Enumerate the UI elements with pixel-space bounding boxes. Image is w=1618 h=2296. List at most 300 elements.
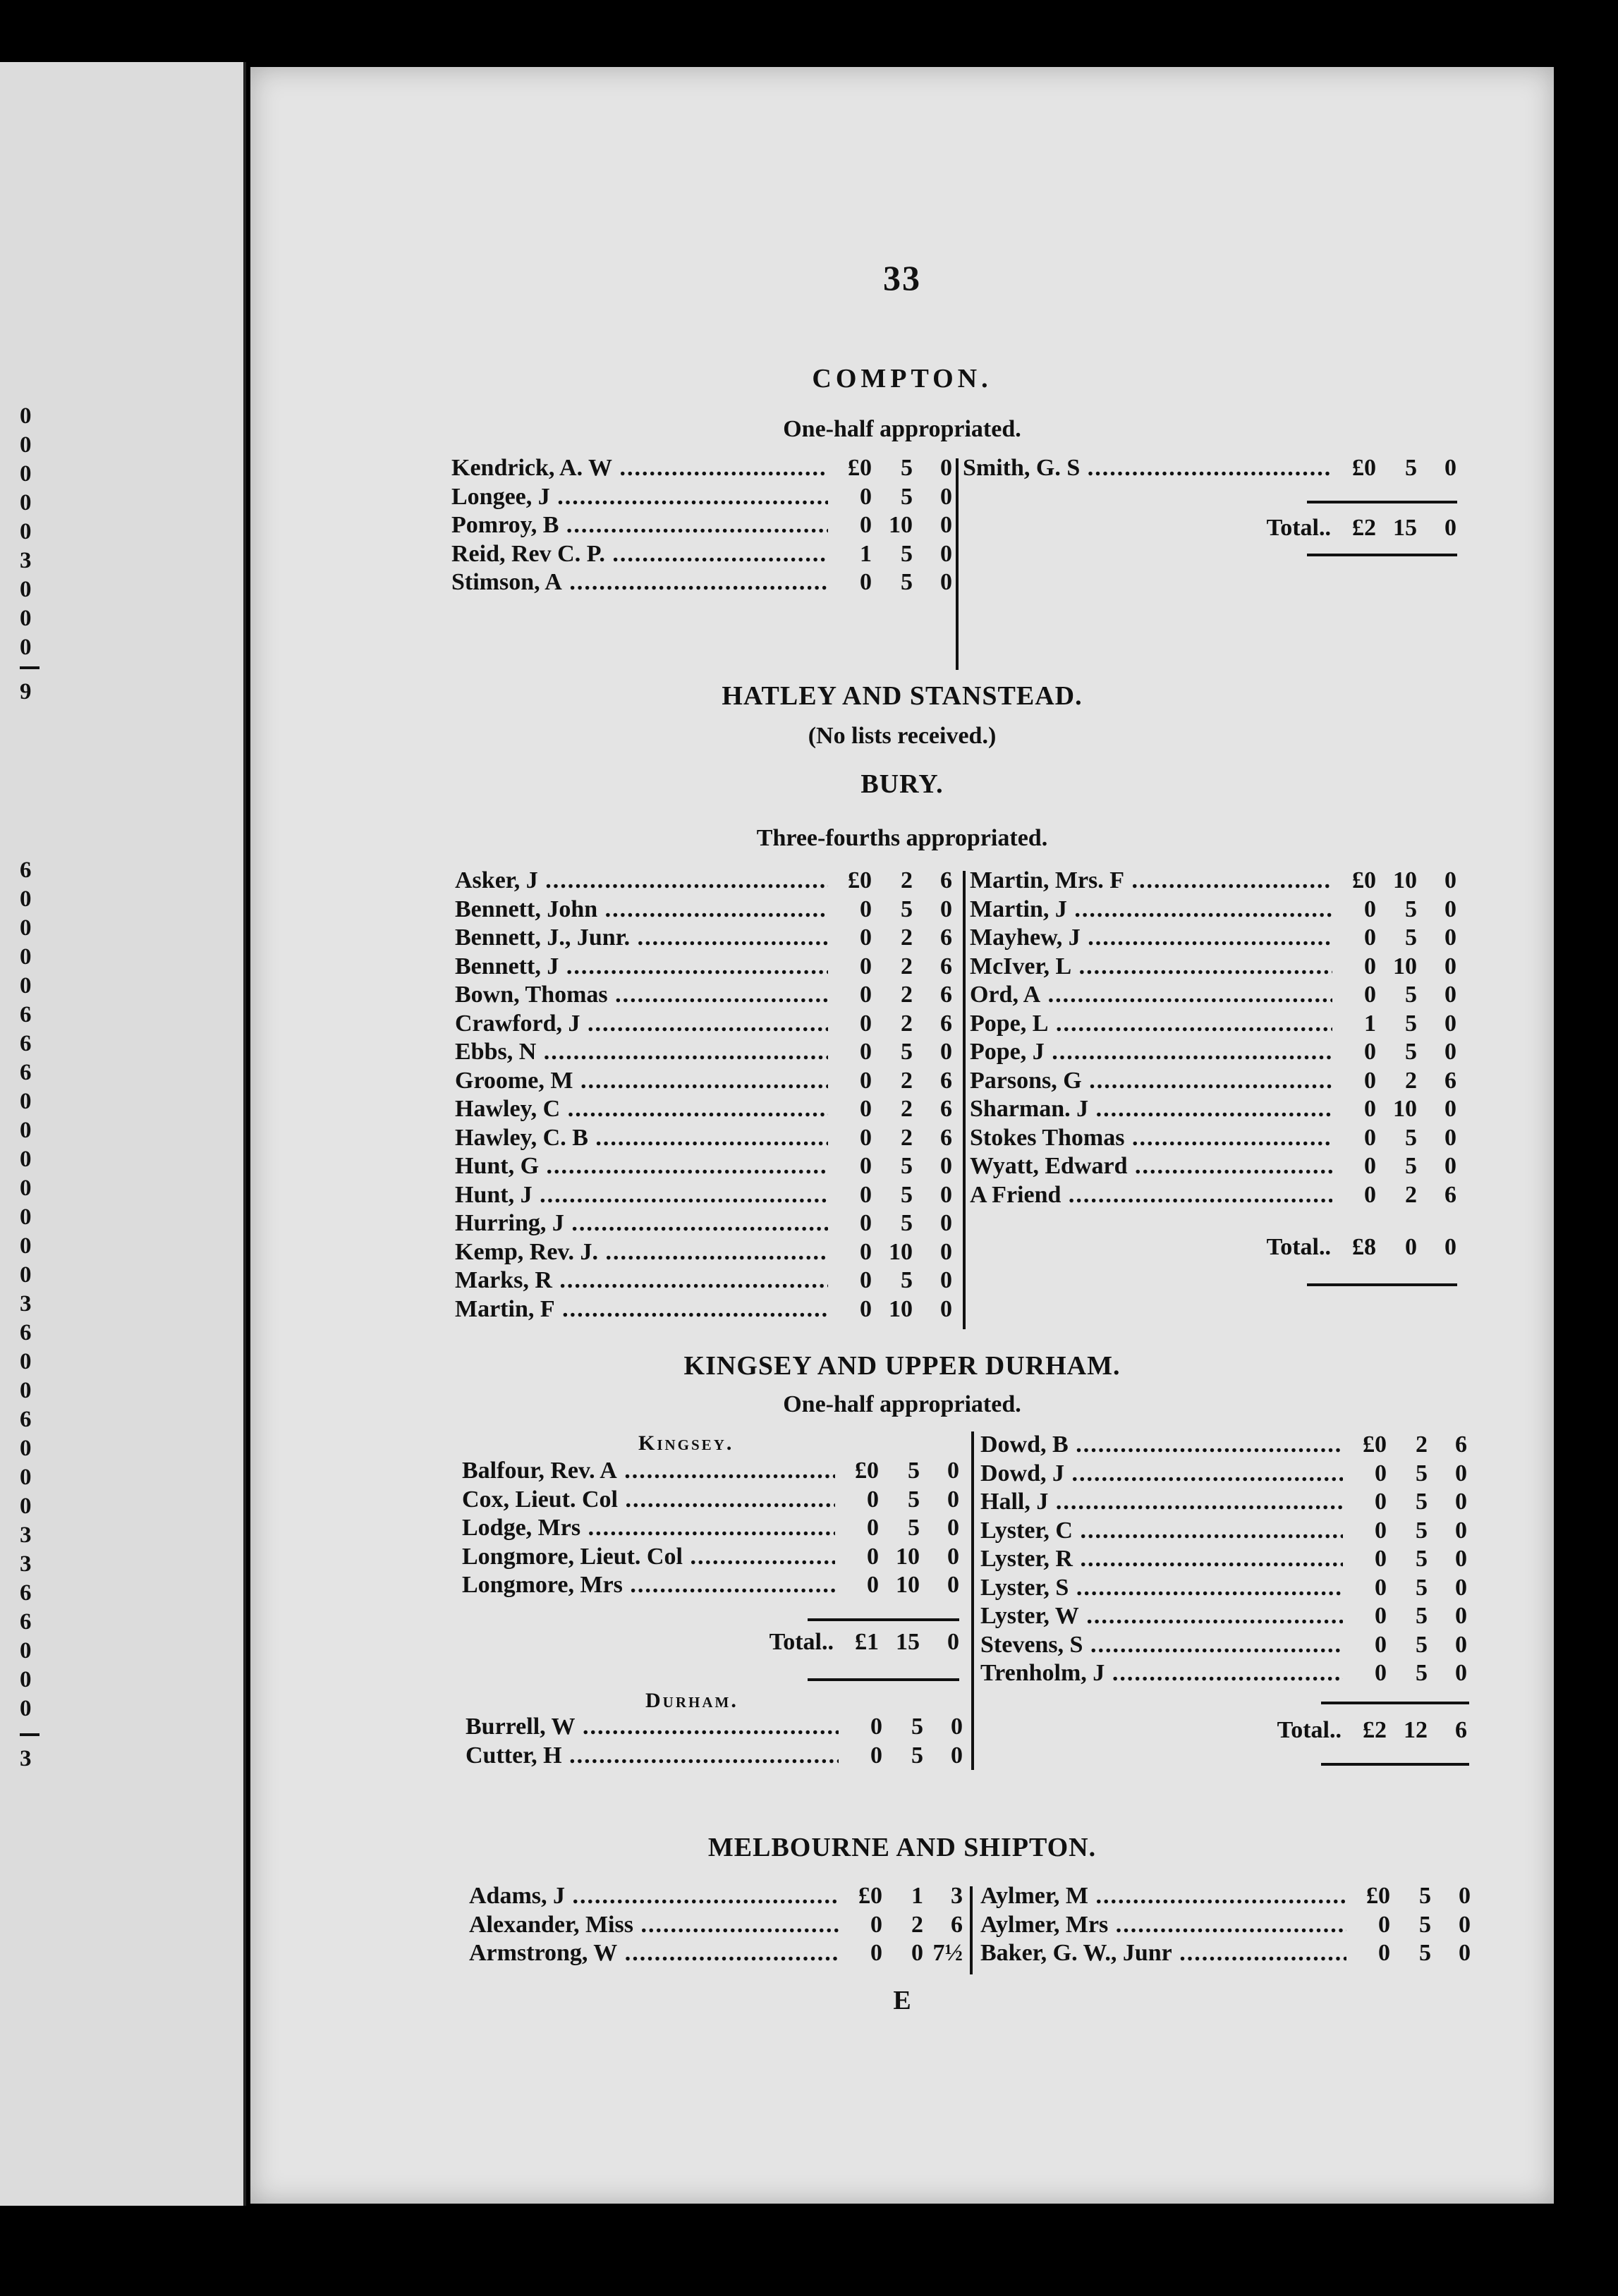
list-item [970,982,1456,1010]
pounds: 0 [1364,896,1376,922]
pounds: £0 [855,1458,879,1484]
section-subtitle-bury: Three-fourths appropriated. [756,825,1048,851]
amount [828,569,952,596]
margin-figure: 0 [20,915,32,941]
amount [1343,1460,1467,1487]
pounds: 0 [860,483,872,510]
amount [1332,1096,1456,1123]
pence: 6 [940,1010,952,1037]
subscriber-name: Groome, M ..... [455,1068,828,1094]
margin-figure: 0 [20,1494,32,1519]
total-rule [1307,501,1457,503]
pounds: 0 [860,1238,872,1265]
subscriber-name: Bennett, John ..... [455,896,828,923]
shillings: 0 [911,1940,923,1966]
pence: 0 [1444,953,1456,979]
list-item [980,1940,1471,1969]
amount [839,1912,963,1938]
list-item [451,541,952,570]
list-item [466,1714,963,1742]
margin-total: 3 [20,1746,32,1771]
amount [839,1883,963,1910]
pounds: 0 [1364,1096,1376,1122]
pence: 6 [940,953,952,979]
pence: 0 [1444,455,1456,481]
pence: 6 [951,1911,963,1938]
list-item [970,1039,1456,1068]
subscriber-name: Cutter, H ..... [466,1742,839,1769]
amount [1332,1153,1456,1180]
pence: 6 [1444,1067,1456,1094]
total-label: Total.. [1277,1717,1342,1743]
margin-figure: 3 [20,1291,32,1317]
binding-holes [176,62,219,2178]
subscriber-name: Sharman. J ..... [970,1096,1332,1123]
shillings: 5 [1416,1489,1428,1515]
pounds: 0 [1375,1546,1387,1572]
pounds: 0 [1375,1460,1387,1486]
list-item [455,1039,952,1068]
shillings: 5 [1405,982,1417,1008]
kingsey-list [462,1458,959,1601]
compton-list-left [451,455,952,598]
list-item [980,1575,1467,1604]
list-item [970,1010,1456,1039]
pence: 0 [940,1153,952,1179]
list-item [451,484,952,513]
compton-list-right [963,455,1456,484]
pounds: 0 [867,1572,879,1598]
subscriber-name: Adams, J ..... [469,1883,839,1910]
margin-figure: 6 [20,1320,32,1345]
subscriber-name: Lyster, R ..... [980,1546,1343,1573]
amount [828,867,952,894]
list-item [970,953,1456,982]
shillings: 5 [1405,896,1417,922]
subscriber-name: Armstrong, W ..... [469,1940,839,1967]
shillings: 2 [1405,1181,1417,1208]
list-item [455,1182,952,1211]
list-item [455,1068,952,1097]
amount [828,1182,952,1209]
section-title-hatley: HATLEY AND STANSTEAD. [722,681,1083,711]
kingsey-list-right [980,1431,1467,1689]
amount [835,1544,959,1570]
subscriber-name: Marks, R ..... [455,1267,828,1294]
subscriber-name: Trenholm, J ..... [980,1660,1343,1687]
amount [828,1210,952,1237]
amount [828,1296,952,1323]
list-item [980,1460,1467,1489]
amount [828,1153,952,1180]
melbourne-list-right [980,1883,1471,1969]
margin-figure: 0 [20,519,32,544]
amount [835,1486,959,1513]
subscriber-name: Ord, A ..... [970,982,1332,1008]
pence: 0 [1444,867,1456,893]
subhead-durham: Durham. [645,1689,738,1712]
pence: 0 [1455,1574,1467,1601]
total-pence: 0 [947,1629,959,1655]
shillings: 2 [901,1067,913,1094]
margin-figure: 6 [20,1407,32,1432]
amount [1332,953,1456,980]
pence: 6 [940,867,952,893]
shillings: 5 [901,483,913,510]
subscriber-name: Stokes Thomas ..... [970,1125,1332,1152]
list-item [455,896,952,925]
list-item [462,1515,959,1544]
margin-rule [20,1733,39,1736]
amount [1332,924,1456,951]
column-divider [970,1886,973,1974]
shillings: 1 [911,1883,923,1909]
pence: 0 [1444,1124,1456,1151]
bury-list-right [970,867,1456,1210]
pence: 0 [951,1714,963,1740]
shillings: 5 [901,540,913,567]
subscriber-name: Martin, Mrs. F ..... [970,867,1332,894]
shillings: 5 [1416,1517,1428,1544]
total-pounds: £2 [1352,515,1376,541]
pounds: £0 [848,867,872,893]
shillings: 5 [1405,1153,1417,1179]
shillings: 5 [911,1742,923,1769]
shillings: 10 [889,1238,913,1265]
margin-figure: 0 [20,1465,32,1490]
total-rule [808,1678,959,1681]
pounds: 0 [1378,1940,1390,1966]
pence: 0 [1444,982,1456,1008]
subscriber-name: Aylmer, Mrs ..... [980,1912,1346,1938]
list-item [980,1660,1467,1689]
page-number: 33 [883,258,921,298]
pounds: 0 [860,1181,872,1208]
list-item [462,1544,959,1573]
amount [835,1458,959,1484]
shillings: 2 [901,953,913,979]
pounds: 0 [860,982,872,1008]
list-item [970,1096,1456,1125]
section-subtitle-kingsey: One-half appropriated. [783,1391,1021,1417]
subscriber-name: Longmore, Mrs ..... [462,1572,835,1599]
subscriber-name: Crawford, J ..... [455,1010,828,1037]
pence: 0 [1455,1631,1467,1658]
amount [835,1572,959,1599]
margin-figure: 0 [20,461,32,487]
pence: 0 [940,1267,952,1293]
list-item [455,1239,952,1268]
margin-figure: 3 [20,1551,32,1577]
shillings: 10 [896,1543,920,1570]
total-pence: 0 [1444,1234,1456,1260]
bury-list-left [455,867,952,1324]
total-rule [1307,1283,1457,1286]
subscriber-name: Parsons, G ..... [970,1068,1332,1094]
shillings: 5 [901,1039,913,1065]
pounds: 0 [1375,1660,1387,1686]
shillings: 5 [1416,1603,1428,1629]
margin-figure: 0 [20,1436,32,1461]
pence: 0 [940,540,952,567]
kingsey-total [533,1629,959,1658]
amount [1343,1489,1467,1515]
pence: 0 [1444,1096,1456,1122]
subscriber-name: Martin, F ..... [455,1296,828,1323]
subscriber-name: Smith, G. S ..... [963,455,1332,482]
pounds: £0 [1352,867,1376,893]
pence: 6 [940,982,952,1008]
pounds: £0 [848,455,872,481]
list-item [462,1572,959,1601]
amount [828,541,952,568]
margin-figure: 3 [20,1522,32,1548]
shillings: 5 [901,896,913,922]
amount [1343,1575,1467,1601]
margin-figure: 0 [20,886,32,912]
melbourne-list-left [469,1883,963,1969]
shillings: 10 [896,1572,920,1598]
pounds: 0 [860,1153,872,1179]
pence: 0 [1455,1603,1467,1629]
amount [828,982,952,1008]
amount [828,896,952,923]
list-item [455,982,952,1010]
shillings: 5 [908,1486,920,1513]
compton-total [1012,515,1456,544]
pence: 0 [940,512,952,538]
total-pence: 0 [1444,515,1456,541]
amount [1332,1068,1456,1094]
pounds: 0 [870,1940,882,1966]
pence: 0 [947,1572,959,1598]
pounds: 0 [867,1543,879,1570]
subscriber-name: Alexander, Miss ..... [469,1912,839,1938]
subscriber-name: Bennett, J., Junr. ..... [455,924,828,951]
subscriber-name: Hawley, C. B ..... [455,1125,828,1152]
list-item [980,1518,1467,1546]
total-shillings: 15 [1393,515,1417,541]
list-item [469,1883,963,1912]
margin-figure: 6 [20,1060,32,1085]
pence: 0 [1455,1489,1467,1515]
margin-figure: 6 [20,1609,32,1635]
pence: 0 [1459,1940,1471,1966]
pounds: £0 [1366,1883,1390,1909]
total-pounds: £8 [1352,1234,1376,1260]
subscriber-name: Dowd, B ..... [980,1431,1343,1458]
pounds: 0 [860,1295,872,1322]
pence: 0 [1459,1911,1471,1938]
pence: 0 [1444,1039,1456,1065]
margin-figure: 0 [20,1378,32,1403]
pounds: 0 [1364,953,1376,979]
margin-figure: 0 [20,1147,32,1172]
total-label: Total.. [1266,515,1331,541]
pounds: 0 [867,1515,879,1541]
pence: 0 [951,1742,963,1769]
shillings: 5 [1405,1124,1417,1151]
pounds: 0 [860,924,872,951]
amount [839,1742,963,1769]
shillings: 5 [1419,1911,1431,1938]
list-item [980,1912,1471,1941]
margin-figure: 0 [20,577,32,602]
subscriber-name: Hawley, C ..... [455,1096,828,1123]
shillings: 2 [901,1096,913,1122]
pence: 0 [940,896,952,922]
margin-figure: 0 [20,432,32,458]
amount [835,1515,959,1541]
subscriber-name: Bown, Thomas ..... [455,982,828,1008]
list-item [469,1912,963,1941]
total-pounds: £1 [855,1629,879,1655]
amount [1343,1546,1467,1573]
list-item [462,1486,959,1515]
previous-page-edge [0,62,246,2206]
pounds: 0 [860,1096,872,1122]
subscriber-name: Baker, G. W., Junr ..... [980,1940,1346,1967]
pence: 0 [940,1295,952,1322]
shillings: 5 [1416,1546,1428,1572]
amount [1332,982,1456,1008]
margin-figure: 0 [20,1176,32,1201]
amount [1332,896,1456,923]
margin-figure: 0 [20,606,32,631]
subscriber-name: Pope, L ..... [970,1010,1332,1037]
pence: 0 [1444,1153,1456,1179]
shillings: 5 [911,1714,923,1740]
list-item [466,1742,963,1771]
subscriber-name: Kendrick, A. W ..... [451,455,828,482]
pounds: 0 [1375,1603,1387,1629]
list-item [455,867,952,896]
pounds: 0 [1364,982,1376,1008]
list-item [451,569,952,598]
pence: 6 [940,1124,952,1151]
pounds: 0 [860,896,872,922]
subscriber-name: Aylmer, M ..... [980,1883,1346,1910]
column-divider [971,1431,974,1770]
pounds: 0 [860,1267,872,1293]
amount [839,1714,963,1740]
pence: 0 [947,1515,959,1541]
subscriber-name: Hall, J ..... [980,1489,1343,1515]
shillings: 5 [1405,1010,1417,1037]
bury-total [1012,1234,1456,1263]
shillings: 5 [1419,1883,1431,1909]
pounds: 0 [1364,1153,1376,1179]
pounds: 0 [870,1742,882,1769]
list-item [963,455,1456,484]
shillings: 10 [1393,1096,1417,1122]
shillings: 5 [908,1458,920,1484]
section-title-kingsey: KINGSEY AND UPPER DURHAM. [683,1351,1121,1381]
subscriber-name: Hunt, G ..... [455,1153,828,1180]
amount [1332,1010,1456,1037]
amount [828,512,952,539]
amount [1343,1660,1467,1687]
shillings: 5 [1416,1460,1428,1486]
column-divider [956,458,959,670]
amount [1346,1912,1471,1938]
list-item [455,924,952,953]
subscriber-name: Dowd, J ..... [980,1460,1343,1487]
margin-figure: 0 [20,1089,32,1114]
section-subtitle-hatley: (No lists received.) [808,723,997,749]
list-item [462,1458,959,1486]
pence: 0 [1455,1546,1467,1572]
pounds: 0 [860,953,872,979]
total-shillings: 0 [1405,1234,1417,1260]
subscriber-name: McIver, L ..... [970,953,1332,980]
subscriber-name: Stevens, S ..... [980,1632,1343,1659]
pounds: 0 [860,569,872,595]
list-item [970,1182,1456,1211]
shillings: 5 [901,1267,913,1293]
pence: 6 [1444,1181,1456,1208]
shillings: 2 [901,867,913,893]
shillings: 5 [1416,1660,1428,1686]
margin-figure: 0 [20,1349,32,1374]
list-item [469,1940,963,1969]
shillings: 10 [889,1295,913,1322]
pounds: 0 [1364,1039,1376,1065]
shillings: 5 [1419,1940,1431,1966]
pence: 6 [940,924,952,951]
shillings: 5 [1405,1039,1417,1065]
previous-page-figures [20,402,48,1773]
margin-figure: 0 [20,635,32,660]
total-label: Total.. [769,1629,834,1655]
list-item [970,867,1456,896]
margin-figure: 0 [20,1204,32,1230]
pence: 0 [1455,1460,1467,1486]
pence: 0 [1455,1660,1467,1686]
section-title-melbourne: MELBOURNE AND SHIPTON. [707,1833,1097,1862]
margin-total: 9 [20,679,32,704]
list-item [970,1068,1456,1097]
subscriber-name: Lodge, Mrs ..... [462,1515,835,1541]
shillings: 5 [901,1210,913,1236]
pence: 0 [940,455,952,481]
shillings: 5 [1416,1631,1428,1658]
subscriber-name: Bennett, J ..... [455,953,828,980]
section-title-bury: BURY. [860,769,944,799]
list-item [970,896,1456,925]
pounds: 1 [1364,1010,1376,1037]
pence: 0 [947,1486,959,1513]
subscriber-name: Hurring, J ..... [455,1210,828,1237]
durham-list [466,1714,963,1771]
shillings: 2 [901,1124,913,1151]
margin-figure: 0 [20,1118,32,1143]
subhead-kingsey: Kingsey. [638,1431,734,1455]
total-rule [1321,1702,1469,1704]
total-rule [1307,554,1457,556]
amount [828,1267,952,1294]
pounds: 0 [867,1486,879,1513]
margin-figure: 0 [20,490,32,515]
pounds: 0 [1364,1067,1376,1094]
shillings: 2 [1416,1431,1428,1458]
pounds: £0 [1363,1431,1387,1458]
margin-figure: 6 [20,857,32,883]
pounds: 0 [870,1714,882,1740]
pounds: 0 [860,1067,872,1094]
total-shillings: 12 [1404,1717,1428,1743]
pence: 0 [1459,1883,1471,1909]
